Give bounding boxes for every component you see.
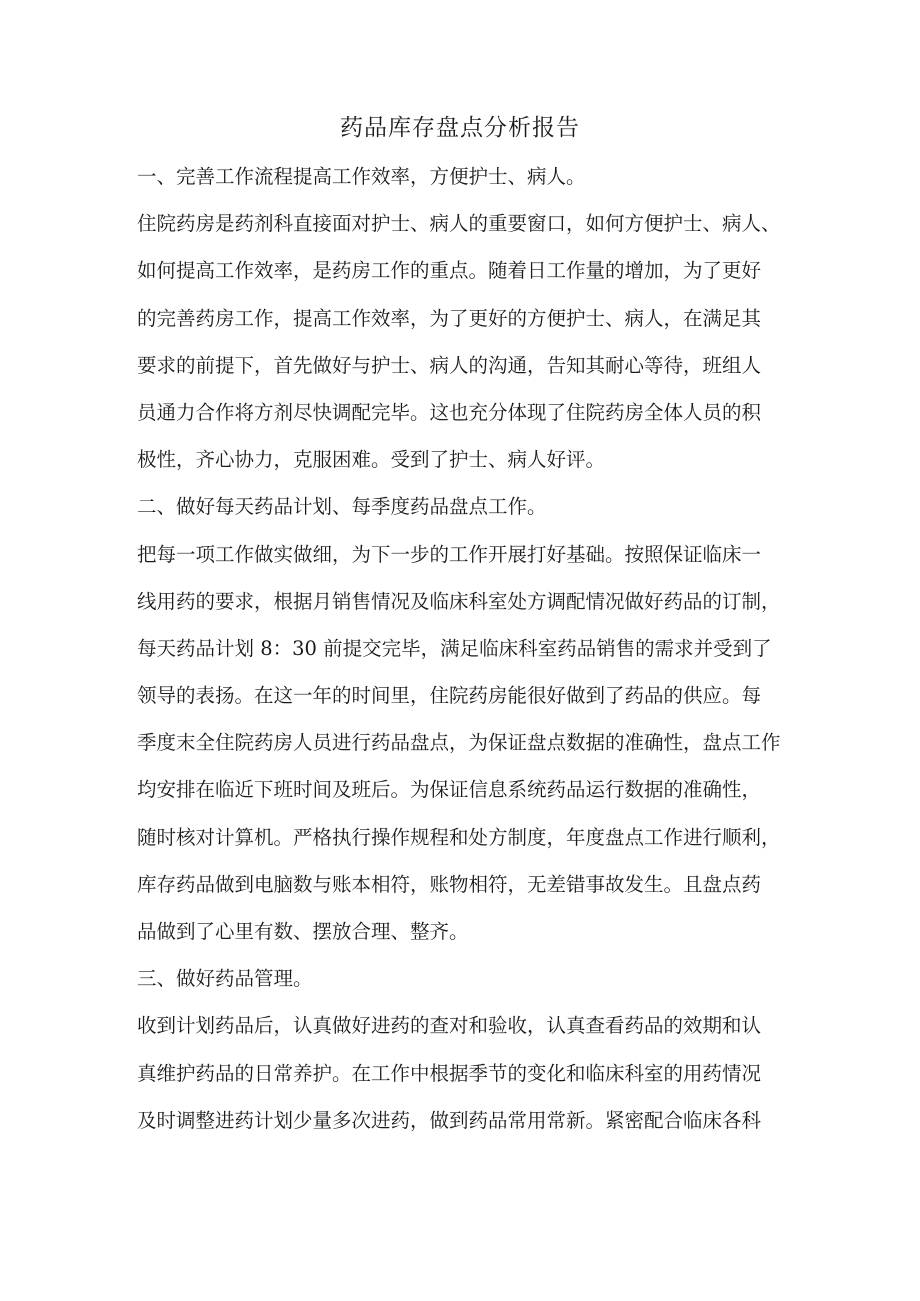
paragraph-line: 员通力合作将方剂尽快调配完毕。这也充分体现了住院药房全体人员的积 <box>137 400 762 424</box>
paragraph-line: 如何提高工作效率，是药房工作的重点。随着日工作量的增加，为了更好 <box>137 259 762 283</box>
paragraph-line: 收到计划药品后，认真做好进药的查对和验收，认真查看药品的效期和认 <box>137 1014 762 1038</box>
paragraph-line: 品做到了心里有数、摆放合理、整齐。 <box>137 920 469 943</box>
paragraph-line: 领导的表扬。在这一年的时间里，住院药房能很好做到了药品的供应。每 <box>137 684 762 708</box>
paragraph-line: 库存药品做到电脑数与账本相符，账物相符，无差错事故发生。且盘点药 <box>137 872 762 896</box>
section-heading-2: 二、做好每天药品计划、每季度药品盘点工作。 <box>137 495 547 519</box>
paragraph-line: 住院药房是药剂科直接面对护士、病人的重要窗口，如何方便护士、病人、 <box>137 212 781 236</box>
paragraph-line: 随时核对计算机。严格执行操作规程和处方制度，年度盘点工作进行顺利， <box>137 825 781 849</box>
paragraph-line: 均安排在临近下班时间及班后。为保证信息系统药品运行数据的准确性， <box>137 778 762 802</box>
paragraph-line: 把每一项工作做实做细，为下一步的工作开展打好基础。按照保证临床一 <box>137 542 762 566</box>
paragraph-line: 线用药的要求，根据月销售情况及临床科室处方调配情况做好药品的订制， <box>137 589 781 613</box>
section-heading-1: 一、完善工作流程提高工作效率，方便护士、病人。 <box>137 165 586 188</box>
paragraph-line: 每天药品计划 8：30 前提交完毕，满足临床科室药品销售的需求并受到了 <box>137 636 772 660</box>
paragraph-line: 要求的前提下，首先做好与护士、病人的沟通，告知其耐心等待，班组人 <box>137 353 762 377</box>
paragraph-line: 极性，齐心协力，克服困难。受到了护士、病人好评。 <box>137 448 606 472</box>
section-heading-3: 三、做好药品管理。 <box>137 967 313 991</box>
paragraph-line: 的完善药房工作，提高工作效率，为了更好的方便护士、病人，在满足其 <box>137 306 762 330</box>
paragraph-line: 及时调整进药计划少量多次进药，做到药品常用常新。紧密配合临床各科 <box>137 1108 762 1132</box>
document-body <box>137 153 802 1144</box>
paragraph-line: 季度末全住院药房人员进行药品盘点，为保证盘点数据的准确性，盘点工作 <box>137 731 781 755</box>
paragraph-line: 真维护药品的日常养护。在工作中根据季节的变化和临床科室的用药情况 <box>137 1061 762 1085</box>
page-title: 药品库存盘点分析报告 <box>340 115 580 141</box>
